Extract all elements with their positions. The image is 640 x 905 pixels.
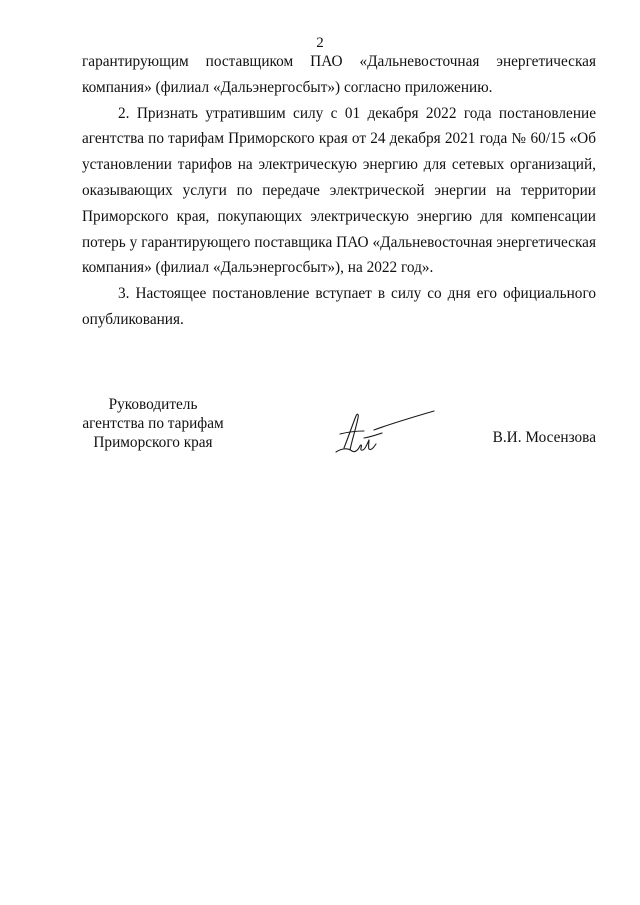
signatory-title-line-2: агентства по тарифам — [82, 415, 224, 432]
paragraph-continuation-line-2: компания» (филиал «Дальэнергосбыт») согласно приложению. — [82, 78, 493, 96]
page-number: 2 — [316, 35, 324, 51]
paragraph-item-2: 2. Признать утратившим силу с 01 декабря 2022 года постановление агентства по тарифам Приморского края от 24 декабря 2021 года № 60/15 «Об установлении тарифов на электрическую энергию для сетевых организаций, оказывающих услуги по передаче электрической энергии на территории Приморского края, покупающих электрическую энергию для компенсации потерь у гарантирующего поставщика ПАО «Дальневосточная энергетическая компания» (филиал «Дальэнергосбыт»), на 2022 год». — [82, 104, 596, 277]
handwritten-signature — [330, 404, 440, 460]
document-body — [82, 49, 596, 333]
signatory-title-line-3: Приморского края — [93, 434, 213, 451]
signatory-title-line-1: Руководитель — [108, 396, 198, 413]
paragraph-continuation — [82, 49, 596, 101]
paragraph-continuation-line-1: гарантирующим поставщиком ПАО «Дальневосточная энергетическая — [82, 53, 596, 70]
signatory-name: В.И. Мосензова — [492, 429, 596, 446]
paragraph-item-3: 3. Настоящее постановление вступает в силу со дня его официального опубликования. — [82, 285, 596, 328]
signatory-title — [78, 395, 228, 452]
